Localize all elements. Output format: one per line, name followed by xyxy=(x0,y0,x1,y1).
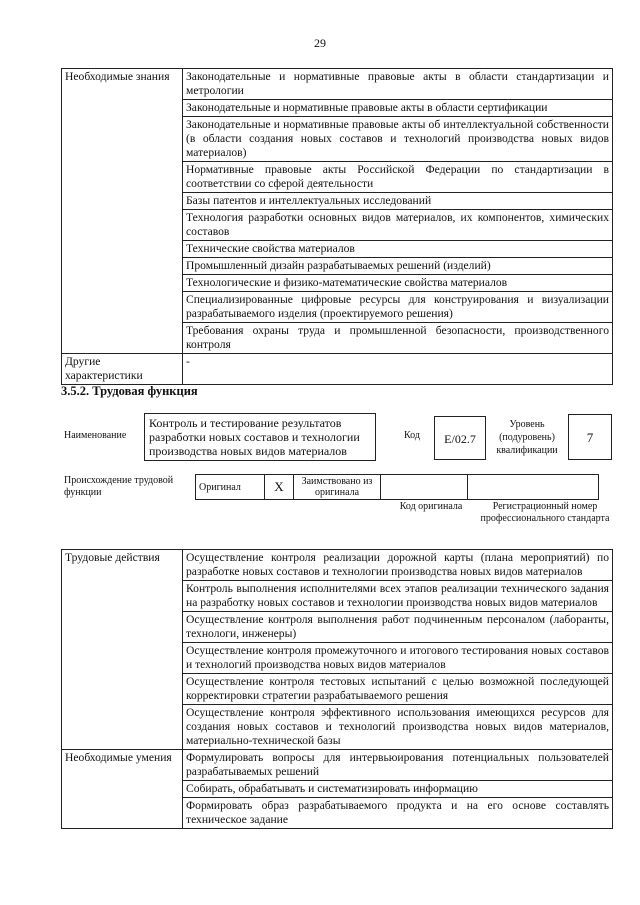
table-row xyxy=(62,69,613,100)
original-mark: X xyxy=(265,475,294,500)
function-name-box: Контроль и тестирование результатов разработки новых составов и технологии производства новых видов материалов xyxy=(144,413,376,461)
qualification-level-box: 7 xyxy=(568,414,612,460)
row-item: Законодательные и нормативные правовые акты в области сертификации xyxy=(183,100,613,117)
registration-number-caption: Регистрационный номер профессионального стандарта xyxy=(480,501,610,524)
row-item: Осуществление контроля реализации дорожной карты (плана мероприятий) по разработке новых составов и технологии производства новых видов материалов xyxy=(183,550,613,581)
table-row xyxy=(62,750,613,781)
row-item: Требования охраны труда и промышленной безопасности, производственного контроля xyxy=(183,323,613,354)
row-item: Нормативные правовые акты Российской Федерации по стандартизации в соответствии со сферой деятельности xyxy=(183,162,613,193)
row-item: Осуществление контроля промежуточного и итогового тестирования новых составов и технологий производства новых видов материалов xyxy=(183,643,613,674)
table-row xyxy=(62,354,613,385)
labor-actions-table xyxy=(61,549,613,829)
row-item: Контроль выполнения исполнителями всех этапов реализации технического задания на разработку новых составов и технологии производства новых видов материалов xyxy=(183,581,613,612)
page-number: 29 xyxy=(314,36,326,50)
row-label: Трудовые действия xyxy=(62,550,183,750)
borrowed-cell: Заимствовано из оригинала xyxy=(294,475,381,500)
row-label: Необходимые знания xyxy=(62,69,183,354)
function-code-box: E/02.7 xyxy=(434,416,486,460)
knowledge-table xyxy=(61,68,613,385)
name-label: Наименование xyxy=(64,430,127,441)
row-item: Базы патентов и интеллектуальных исследований xyxy=(183,193,613,210)
section-heading: 3.5.2. Трудовая функция xyxy=(61,384,198,398)
row-item: Специализированные цифровые ресурсы для конструирования и визуализации разрабатываемого изделия (проектируемого решения) xyxy=(183,292,613,323)
origin-table xyxy=(195,474,599,500)
row-item: Формулировать вопросы для интервьюирования потенциальных пользователей разрабатываемых решений xyxy=(183,750,613,781)
row-item: Технология разработки основных видов материалов, их компонентов, химических составов xyxy=(183,210,613,241)
row-item: Осуществление контроля тестовых испытаний с целью возможной последующей корректировки стратегии разрабатываемого решения xyxy=(183,674,613,705)
table-row xyxy=(62,550,613,581)
original-code-cell xyxy=(381,475,468,500)
row-item: Осуществление контроля эффективного использования имеющихся ресурсов для создания новых составов и технологий производства новых видов материалов, материально-технической базы xyxy=(183,705,613,750)
registration-number-cell xyxy=(468,475,599,500)
row-label: Необходимые умения xyxy=(62,750,183,829)
row-item: Формировать образ разрабатываемого продукта и на его основе составлять техническое задание xyxy=(183,798,613,829)
origin-label: Происхождение трудовой функции xyxy=(64,475,174,498)
row-item: - xyxy=(183,354,613,385)
row-item: Технические свойства материалов xyxy=(183,241,613,258)
code-label: Код xyxy=(404,430,420,441)
row-label: Другие характеристики xyxy=(62,354,183,385)
qualification-level-label: Уровень (подуровень) квалификации xyxy=(496,419,558,456)
row-item: Законодательные и нормативные правовые акты в области стандартизации и метрологии xyxy=(183,69,613,100)
row-item: Технологические и физико-математические свойства материалов xyxy=(183,275,613,292)
row-item: Промышленный дизайн разрабатываемых решений (изделий) xyxy=(183,258,613,275)
original-cell: Оригинал xyxy=(196,475,265,500)
row-item: Осуществление контроля выполнения работ подчиненным персоналом (лаборанты, технологи, инженеры) xyxy=(183,612,613,643)
row-item: Законодательные и нормативные правовые акты об интеллектуальной собственности (в области создания новых составов и технологий производства новых видов материалов) xyxy=(183,117,613,162)
row-item: Собирать, обрабатывать и систематизировать информацию xyxy=(183,781,613,798)
original-code-caption: Код оригинала xyxy=(399,501,463,512)
